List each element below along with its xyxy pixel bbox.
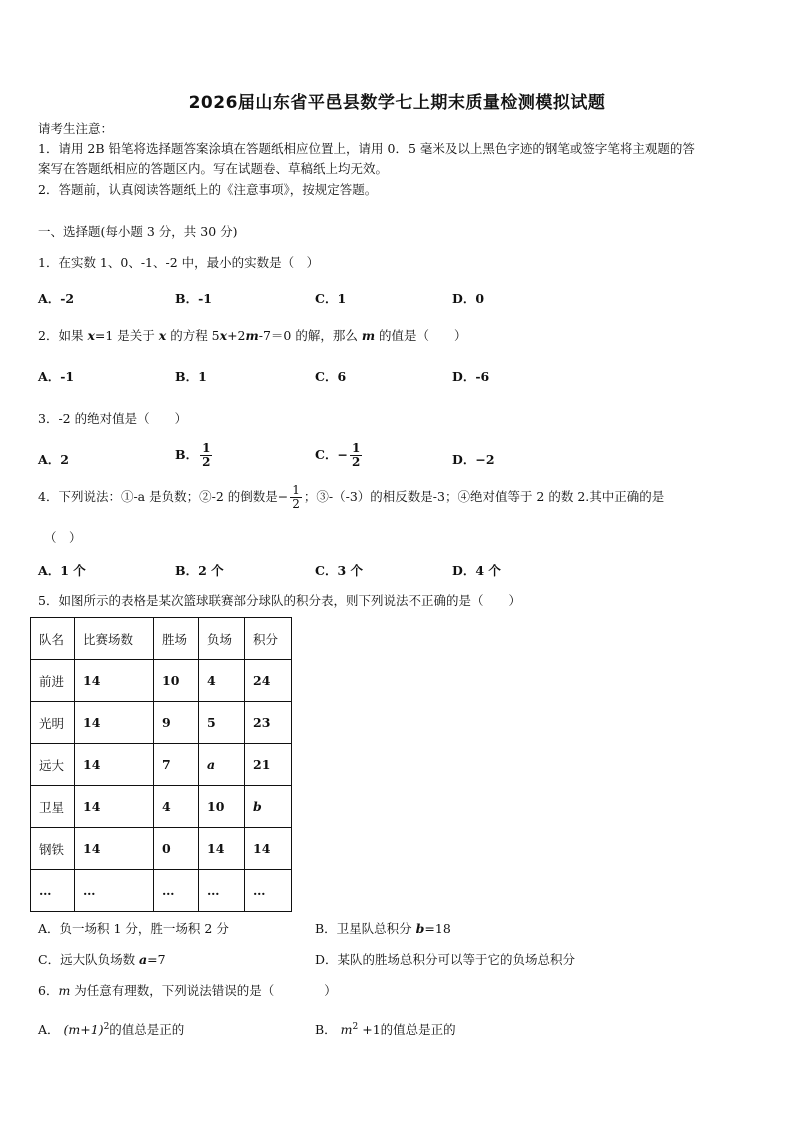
table-cell: 9 xyxy=(154,702,199,744)
notice-line-1a: 1．请用 2B 铅笔将选择题答案涂填在答题纸相应位置上，请用 0．5 毫米及以上黑色字迹的钢笔或签字笔将主观题的答 xyxy=(38,141,695,156)
header-cell: 比赛场数 xyxy=(75,618,154,660)
q5-option-d: D．某队的胜场总积分可以等于它的负场总积分 xyxy=(315,952,576,967)
table-cell: 光明 xyxy=(31,702,75,744)
q1-option-c: C．1 xyxy=(315,291,347,306)
table-cell: 24 xyxy=(245,660,292,702)
table-cell: 0 xyxy=(154,828,199,870)
table-cell: 10 xyxy=(199,786,245,828)
table-cell: 卫星 xyxy=(31,786,75,828)
table-row xyxy=(31,786,292,828)
fraction: $\frac{1}{2}$ xyxy=(351,441,361,469)
q5-option-a: A．负一场积 1 分，胜一场积 2 分 xyxy=(38,921,229,936)
q3-option-a: A．2 xyxy=(38,452,69,467)
q4-option-b: B．2 个 xyxy=(175,563,224,578)
table-row xyxy=(31,702,292,744)
table-cell: 14 xyxy=(75,660,154,702)
q1-option-a: A．-2 xyxy=(38,291,75,306)
table-cell: 4 xyxy=(199,660,245,702)
question-4-paren: （ ） xyxy=(44,530,82,545)
q2-option-a: A．-1 xyxy=(38,369,75,384)
question-5-stem: 5．如图所示的表格是某次篮球联赛部分球队的积分表，则下列说法不正确的是（ ） xyxy=(38,593,521,608)
q6-option-a: A． $(m+1)^2$的值总是正的 xyxy=(38,1022,185,1038)
table-row xyxy=(31,744,292,786)
table-header-row xyxy=(31,618,292,660)
table-cell: 7 xyxy=(154,744,199,786)
table-cell: 10 xyxy=(154,660,199,702)
table-cell: 21 xyxy=(245,744,292,786)
q3-option-b: B． $\frac{1}{2}$ xyxy=(175,441,211,469)
score-table xyxy=(30,617,292,912)
header-cell: 队名 xyxy=(31,618,75,660)
question-3-stem: 3．-2 的绝对值是（ ） xyxy=(38,411,188,426)
q5-option-b: B．卫星队总积分 b=18 xyxy=(315,921,451,936)
q5-option-c: C．远大队负场数 a=7 xyxy=(38,952,166,967)
header-cell: 积分 xyxy=(245,618,292,660)
table-cell: … xyxy=(245,870,292,912)
notice-line-2: 2．答题前，认真阅读答题纸上的《注意事项》，按规定答题。 xyxy=(38,182,378,197)
question-6-stem: 6．m 为任意有理数，下列说法错误的是（ ） xyxy=(38,983,337,998)
table-cell: 23 xyxy=(245,702,292,744)
table-cell: 5 xyxy=(199,702,245,744)
fraction: $\frac{1}{2}$ xyxy=(292,483,300,511)
q4-option-a: A．1 个 xyxy=(38,563,86,578)
table-cell: 钢铁 xyxy=(31,828,75,870)
table-row xyxy=(31,828,292,870)
q3-option-c: C．− $\frac{1}{2}$ xyxy=(315,441,361,469)
q4-option-d: D．4 个 xyxy=(452,563,501,578)
table-cell: 14 xyxy=(75,828,154,870)
page-title: 2026届山东省平邑县数学七上期末质量检测模拟试题 xyxy=(188,93,606,113)
table-cell: … xyxy=(75,870,154,912)
table-cell: 14 xyxy=(199,828,245,870)
section-heading: 一、选择题(每小题 3 分，共 30 分) xyxy=(38,224,238,239)
fraction: $\frac{1}{2}$ xyxy=(202,441,211,469)
table-cell: 远大 xyxy=(31,744,75,786)
table-cell: b xyxy=(245,786,292,828)
header-cell: 胜场 xyxy=(154,618,199,660)
q2-option-c: C．6 xyxy=(315,369,347,384)
q1-option-b: B．-1 xyxy=(175,291,212,306)
notice-heading: 请考生注意： xyxy=(38,121,114,136)
table-cell: … xyxy=(154,870,199,912)
question-1-stem: 1．在实数 1、0、-1、-2 中，最小的实数是（ ） xyxy=(38,255,320,270)
question-4-stem: 4．下列说法：①-a 是负数；②-2 的倒数是− $\frac{1}{2}$ ；③-（-3）的相反数是-3；④绝对值等于 2 的数 2.其中正确的是 xyxy=(38,483,665,511)
q2-option-b: B．1 xyxy=(175,369,207,384)
table-cell: 14 xyxy=(75,744,154,786)
table-cell: 14 xyxy=(75,702,154,744)
q2-option-d: D．-6 xyxy=(452,369,490,384)
notice-line-1b: 案写在答题纸相应的答题区内。写在试题卷、草稿纸上均无效。 xyxy=(38,161,389,176)
table-cell: a xyxy=(199,744,245,786)
q1-option-d: D．0 xyxy=(452,291,485,306)
table-cell: … xyxy=(31,870,75,912)
table-cell: 前进 xyxy=(31,660,75,702)
table-row xyxy=(31,660,292,702)
table-row xyxy=(31,870,292,912)
q4-option-c: C．3 个 xyxy=(315,563,363,578)
header-cell: 负场 xyxy=(199,618,245,660)
table-cell: 14 xyxy=(245,828,292,870)
table-cell: 14 xyxy=(75,786,154,828)
table-cell: … xyxy=(199,870,245,912)
q6-option-b: B． $m^2 +1$的值总是正的 xyxy=(315,1022,456,1038)
table-cell: 4 xyxy=(154,786,199,828)
q3-option-d: D．−2 xyxy=(452,452,495,467)
question-2-stem: 2．如果 x=1 是关于 x 的方程 5x+2m-7＝0 的解，那么 m 的值是（ ） xyxy=(38,328,467,343)
